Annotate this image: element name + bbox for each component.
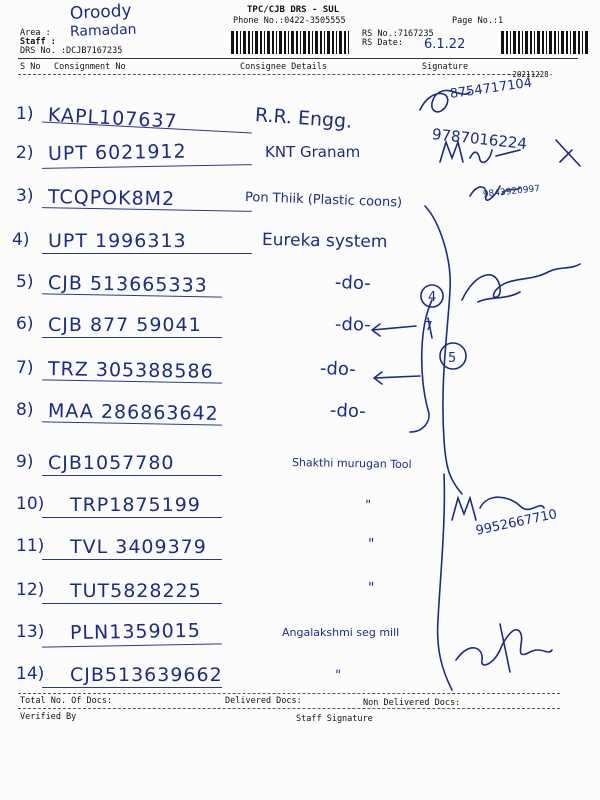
consignee-details: Eureka system: [261, 230, 388, 253]
rs-date-handwritten: 6.1.22: [424, 37, 466, 52]
rs-number: RS No.:7167235: [362, 29, 434, 39]
consignment-number: TRZ 305388586: [47, 358, 214, 383]
staff-signature-label: Staff Signature: [296, 714, 373, 724]
consignment-number: TVL 3409379: [70, 536, 207, 558]
row-number: 3): [16, 186, 34, 206]
verified-by-label: Verified By: [20, 712, 77, 722]
row-number: 8): [16, 400, 34, 420]
signature-phone-4: 9952667710: [474, 506, 559, 539]
col-consignment: Consignment No: [54, 62, 126, 72]
non-delivered-docs-label: Non Delivered Docs:: [363, 698, 461, 708]
row-number: 12): [16, 580, 45, 600]
col-consignee: Consignee Details: [240, 62, 327, 72]
total-docs-label: Total No. Of Docs:: [20, 696, 113, 706]
row-number: 5): [16, 272, 34, 292]
consignment-number: UPT 6021912: [47, 140, 187, 165]
consignee-details: Angalakshmi seg mill: [282, 626, 400, 639]
col-sno: S No: [20, 62, 41, 72]
consignment-number: UPT 1996313: [48, 230, 187, 252]
consignee-details: ": [364, 498, 372, 514]
consignee-details: -do-: [329, 400, 367, 423]
page-number: Page No.:1: [452, 16, 504, 26]
consignment-number: CJB 877 59041: [48, 314, 202, 336]
row-number: 10): [16, 494, 45, 514]
footer-divider-top: [18, 693, 560, 694]
consignment-number: MAA 286863642: [47, 400, 219, 425]
row-number: 6): [16, 314, 34, 334]
staff-handwritten: Ramadan: [69, 21, 137, 40]
run-code: -20211228-: [508, 70, 554, 79]
row-number: 4): [12, 230, 30, 250]
circle-4-text: 4: [428, 290, 437, 305]
row-number: 14): [16, 664, 45, 684]
consignment-number: TUT5828225: [70, 580, 202, 602]
col-signature: Signature: [422, 62, 469, 72]
consignee-details: ": [367, 536, 375, 553]
consignee-details: ": [334, 668, 342, 684]
consignee-details: Shakthi murugan Tool: [291, 456, 412, 472]
consignee-details: Pon Thiik (Plastic coons): [244, 190, 403, 211]
phone-number: Phone No.:0422-3505555: [233, 16, 346, 26]
delivered-docs-label: Delivered Docs:: [225, 696, 302, 706]
consignee-details: ": [367, 580, 375, 597]
area-label: Area :: [20, 28, 51, 38]
consignment-number: KAPL107637: [47, 104, 179, 133]
consignment-number: TCQPOK8M2: [47, 186, 176, 211]
consignment-number: CJB 513665333: [47, 272, 208, 297]
signature-phone-1: 8754717104: [448, 75, 533, 102]
staff-label: Staff :: [20, 37, 56, 47]
consignment-number: PLN1359015: [69, 619, 202, 644]
row-number: 1): [16, 104, 34, 124]
drs-number: DRS No. :DCJB7167235: [20, 46, 123, 56]
footer-divider-bottom: [18, 708, 560, 709]
consignment-number: CJB1057780: [48, 452, 175, 474]
signature-phone-2: 9787016224: [431, 125, 528, 153]
row-number: 7): [16, 358, 34, 378]
consignee-details: -do-: [319, 358, 357, 381]
row-number: 2): [16, 143, 34, 163]
consignee-details: KNT Granam: [265, 143, 361, 161]
arrow-7-text: 7: [425, 319, 433, 333]
circle-5-text: 5: [448, 351, 457, 366]
row-number: 11): [16, 536, 45, 556]
signature-phone-3: 9843920997: [482, 184, 541, 200]
consignee-details: -do-: [334, 314, 371, 336]
consignment-number: TRP1875199: [70, 494, 201, 516]
sheet-title: TPC/CJB DRS - SUL: [247, 5, 340, 15]
consignee-details: R.R. Engg.: [254, 104, 353, 133]
row-number: 13): [16, 622, 45, 642]
consignee-details: -do-: [334, 272, 372, 295]
row-number: 9): [16, 452, 34, 472]
rs-date-label: RS Date:: [362, 38, 403, 48]
consignment-number: CJB513639662: [70, 664, 223, 686]
area-handwritten: Oroody: [69, 0, 133, 24]
